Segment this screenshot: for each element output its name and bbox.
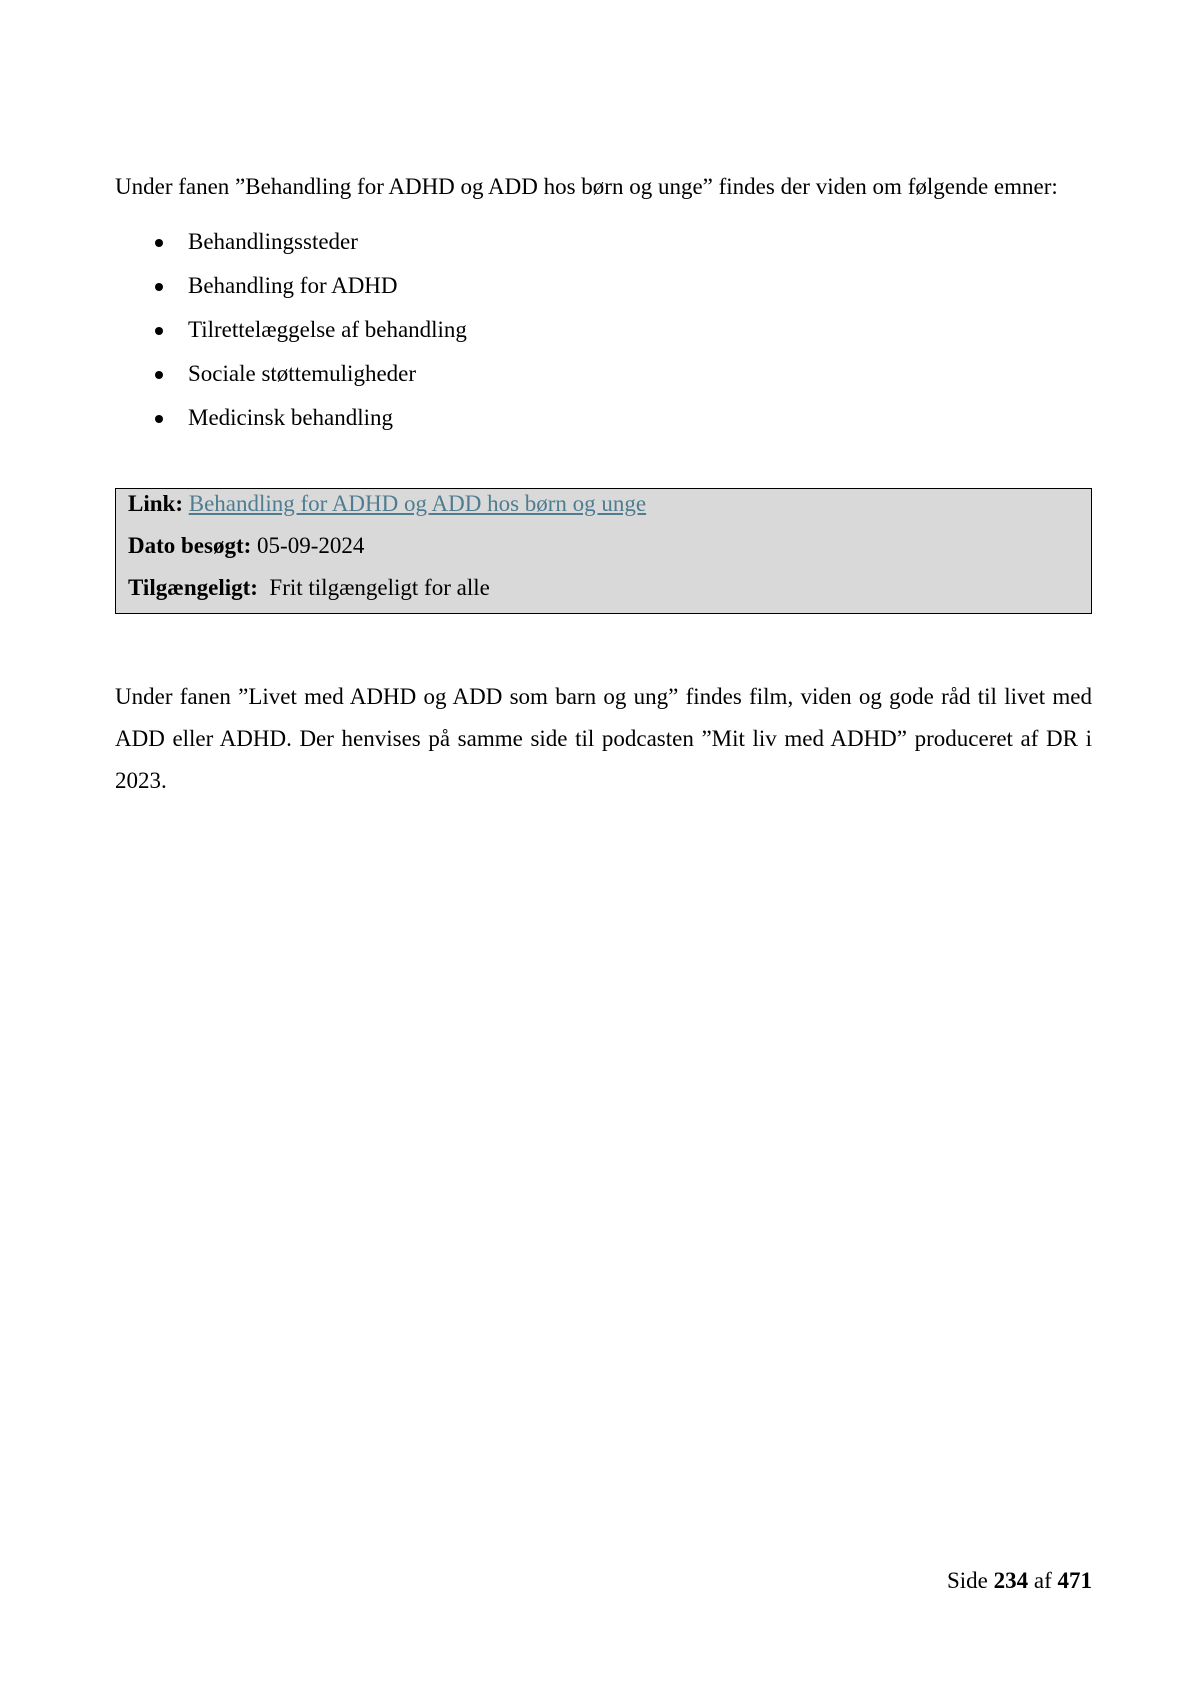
- visited-row: [128, 531, 364, 561]
- bullet-icon: [155, 415, 163, 423]
- list-item-label: Medicinsk behandling: [188, 405, 394, 430]
- page-number: [947, 1564, 1092, 1598]
- current-page: 234: [993, 1568, 1029, 1593]
- bullet-icon: [155, 283, 163, 291]
- list-item-label: Behandlingssteder: [188, 229, 358, 254]
- access-value: Frit tilgængeligt for alle: [269, 575, 490, 600]
- link-label: Link:: [128, 491, 183, 516]
- bullet-icon: [155, 239, 163, 247]
- access-label: Tilgængeligt:: [128, 575, 258, 600]
- visited-value: 05-09-2024: [257, 533, 365, 558]
- intro-text: Under fanen ”Behandling for ADHD og ADD hos børn og unge” findes der viden om følgende emner:: [115, 174, 1058, 199]
- bullet-icon: [155, 371, 163, 379]
- page-prefix: Side: [946, 1568, 988, 1593]
- list-item-label: Tilrettelæggelse af behandling: [188, 317, 467, 342]
- list-item: [115, 357, 1015, 401]
- body-paragraph: Under fanen ”Livet med ADHD og ADD som barn og ung” findes film, viden og gode råd til livet med ADD eller ADHD. Der henvises på samme side til podcasten ”Mit liv med ADHD” produceret af DR i 2023.: [115, 684, 1092, 793]
- list-item: [115, 401, 1015, 445]
- list-item: [115, 313, 1015, 357]
- total-pages: 471: [1057, 1568, 1092, 1593]
- page-middle: af: [1033, 1568, 1052, 1593]
- list-item-label: Behandling for ADHD: [188, 273, 398, 298]
- list-item: [115, 225, 1015, 269]
- list-item-label: Sociale støttemuligheder: [188, 361, 417, 386]
- list-item: [115, 269, 1015, 313]
- access-row: [128, 573, 490, 603]
- source-info-box: [115, 488, 1092, 614]
- topic-list: [115, 225, 1015, 445]
- bullet-icon: [155, 327, 163, 335]
- link-row: [128, 489, 646, 519]
- source-link[interactable]: Behandling for ADHD og ADD hos børn og unge: [188, 491, 647, 516]
- visited-label: Dato besøgt:: [128, 533, 252, 558]
